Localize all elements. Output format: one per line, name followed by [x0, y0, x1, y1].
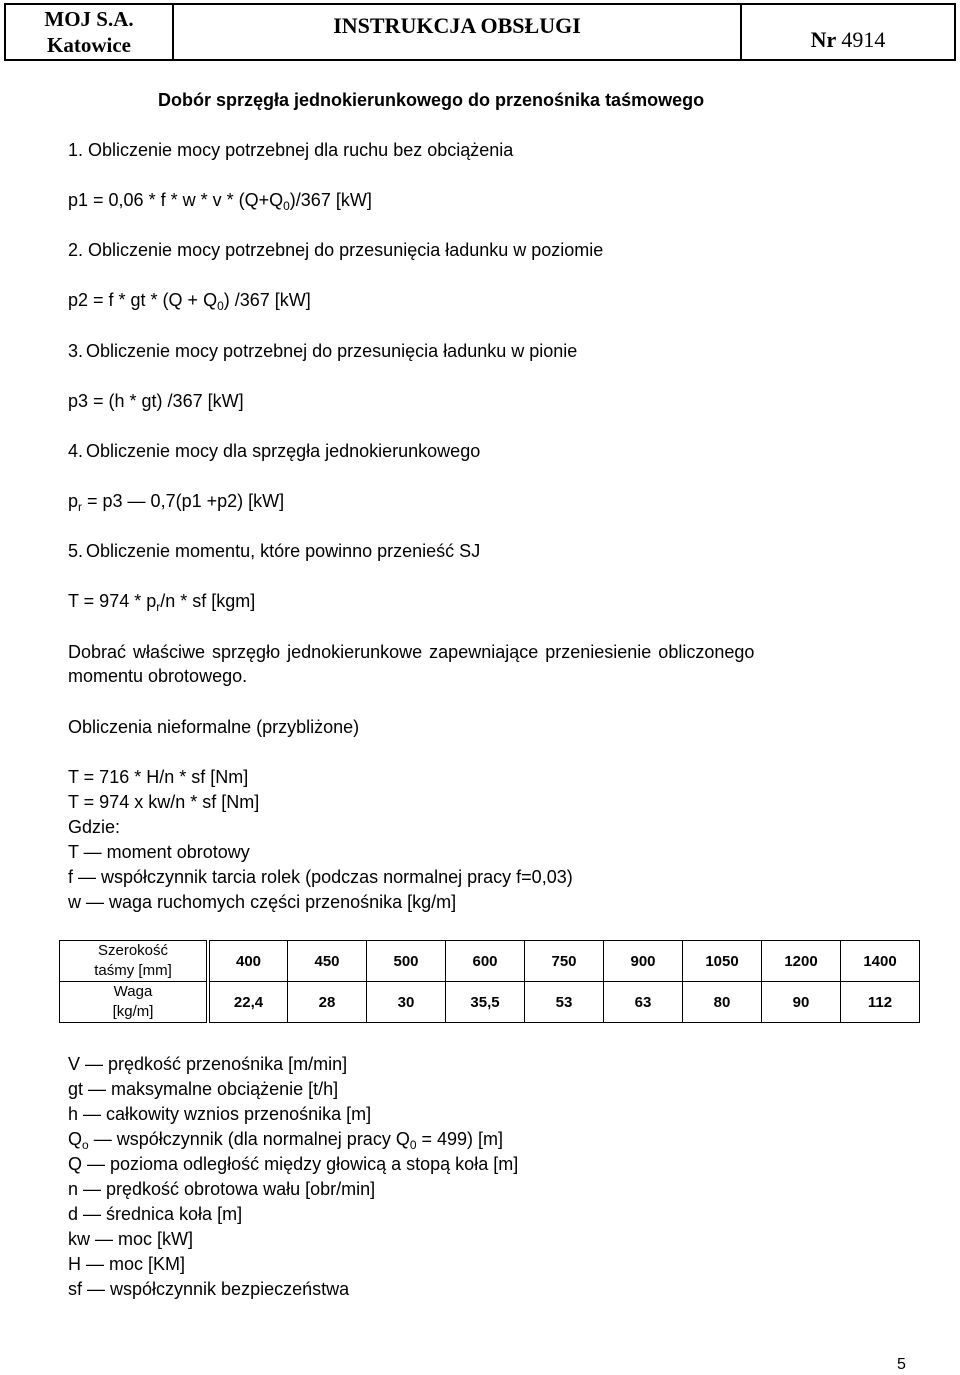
- step-5-title: 5. Obliczenie momentu, które powinno przenieść SJ: [68, 541, 481, 561]
- document-number: Nr 4914: [810, 27, 886, 52]
- choose-coupling-line-1: Dobrać właściwe sprzęgło jednokierunkowe zapewniające przeniesienie obliczonego: [68, 642, 755, 662]
- table-cell: 22,4: [210, 982, 288, 1023]
- table-cell: 1200: [762, 941, 841, 982]
- table-cell: 600: [446, 941, 525, 982]
- legend-gt: gt — maksymalne obciążenie [t/h]: [68, 1079, 339, 1099]
- formula-p1: $p1 = 0,06 * f * w * v * (Q+Q_0)/367$ [kW]: [68, 190, 372, 213]
- formula-p2: p2 = f * gt * $(Q + Q_0)$ /367 [kW]: [68, 290, 311, 313]
- legend-H: H — moc [KM]: [68, 1254, 186, 1274]
- table-cell: 750: [525, 941, 604, 982]
- table-row-weight: [60, 982, 920, 1023]
- choose-coupling-line-2: momentu obrotowego.: [68, 666, 248, 686]
- informal-heading: Obliczenia nieformalne (przybliżone): [68, 717, 360, 737]
- formula-p3: p3 = (h * gt) /367 [kW]: [68, 391, 244, 411]
- header-title-cell: [174, 5, 742, 59]
- table-cell: 450: [288, 941, 367, 982]
- formula-pr: $p_r = p3$ — 0,7(p1 +p2) [kW]: [68, 491, 285, 514]
- legend-sf: sf — współczynnik bezpieczeństwa: [68, 1279, 350, 1299]
- step-2-title: 2. Obliczenie mocy potrzebnej do przesunięcia ładunku w poziomie: [68, 240, 604, 260]
- formula-t-kw: T = 974 x kw/n * sf [Nm]: [68, 792, 260, 812]
- step-3-title: 3. Obliczenie mocy potrzebnej do przesunięcia ładunku w pionie: [68, 341, 578, 361]
- legend-q: Q — pozioma odległość między głowicą a stopą koła [m]: [68, 1154, 519, 1174]
- header-company-cell: [6, 5, 174, 59]
- table-cell: 500: [367, 941, 446, 982]
- table-cell: 53: [525, 982, 604, 1023]
- document-title: INSTRUKCJA OBSŁUGI: [333, 13, 581, 38]
- legend-n: n — prędkość obrotowa wału [obr/min]: [68, 1179, 376, 1199]
- belt-weight-table: [59, 940, 920, 1023]
- row-label-weight: Waga [kg/m]: [60, 982, 207, 1023]
- row-label-width: Szerokość taśmy [mm]: [60, 941, 207, 982]
- table-cell: 112: [841, 982, 920, 1023]
- legend-kw: kw — moc [kW]: [68, 1229, 193, 1249]
- legend-q0: $Q_o$ — współczynnik (dla normalnej pracy $Q_0 = 499$) [m]: [68, 1129, 504, 1152]
- definition-f: f — współczynnik tarcia rolek (podczas normalnej pracy f=0,03): [68, 867, 573, 887]
- section-heading: Dobór sprzęgła jednokierunkowego do przenośnika taśmowego: [158, 90, 705, 110]
- company-city: Katowice: [47, 33, 131, 57]
- header-number-cell: [742, 5, 954, 59]
- table-cell: 80: [683, 982, 762, 1023]
- legend-v: V — prędkość przenośnika [m/min]: [68, 1054, 348, 1074]
- page-number: 5: [897, 1356, 906, 1373]
- formula-t-hp: T = 716 * H/n * sf [Nm]: [68, 767, 249, 787]
- formula-torque: $T = 974 * p_r/n$ * sf [kgm]: [68, 591, 256, 614]
- table-cell: 90: [762, 982, 841, 1023]
- table-row-width: [60, 941, 920, 982]
- definition-T: T — moment obrotowy: [68, 842, 250, 862]
- definition-w: w — waga ruchomych części przenośnika [kg/m]: [68, 892, 457, 912]
- table-cell: 30: [367, 982, 446, 1023]
- document-header: [4, 3, 956, 61]
- step-4-title: 4. Obliczenie mocy dla sprzęgła jednokierunkowego: [68, 441, 481, 461]
- table-cell: 1400: [841, 941, 920, 982]
- table-cell: 63: [604, 982, 683, 1023]
- table-cell: 400: [210, 941, 288, 982]
- company-name: MOJ S.A.: [44, 7, 134, 31]
- where-label: Gdzie:: [68, 817, 121, 837]
- step-1-title: 1. Obliczenie mocy potrzebnej dla ruchu bez obciążenia: [68, 140, 514, 160]
- legend-d: d — średnica koła [m]: [68, 1204, 243, 1224]
- table-cell: 900: [604, 941, 683, 982]
- table-cell: 35,5: [446, 982, 525, 1023]
- table-cell: 28: [288, 982, 367, 1023]
- table-cell: 1050: [683, 941, 762, 982]
- legend-h: h — całkowity wznios przenośnika [m]: [68, 1104, 372, 1124]
